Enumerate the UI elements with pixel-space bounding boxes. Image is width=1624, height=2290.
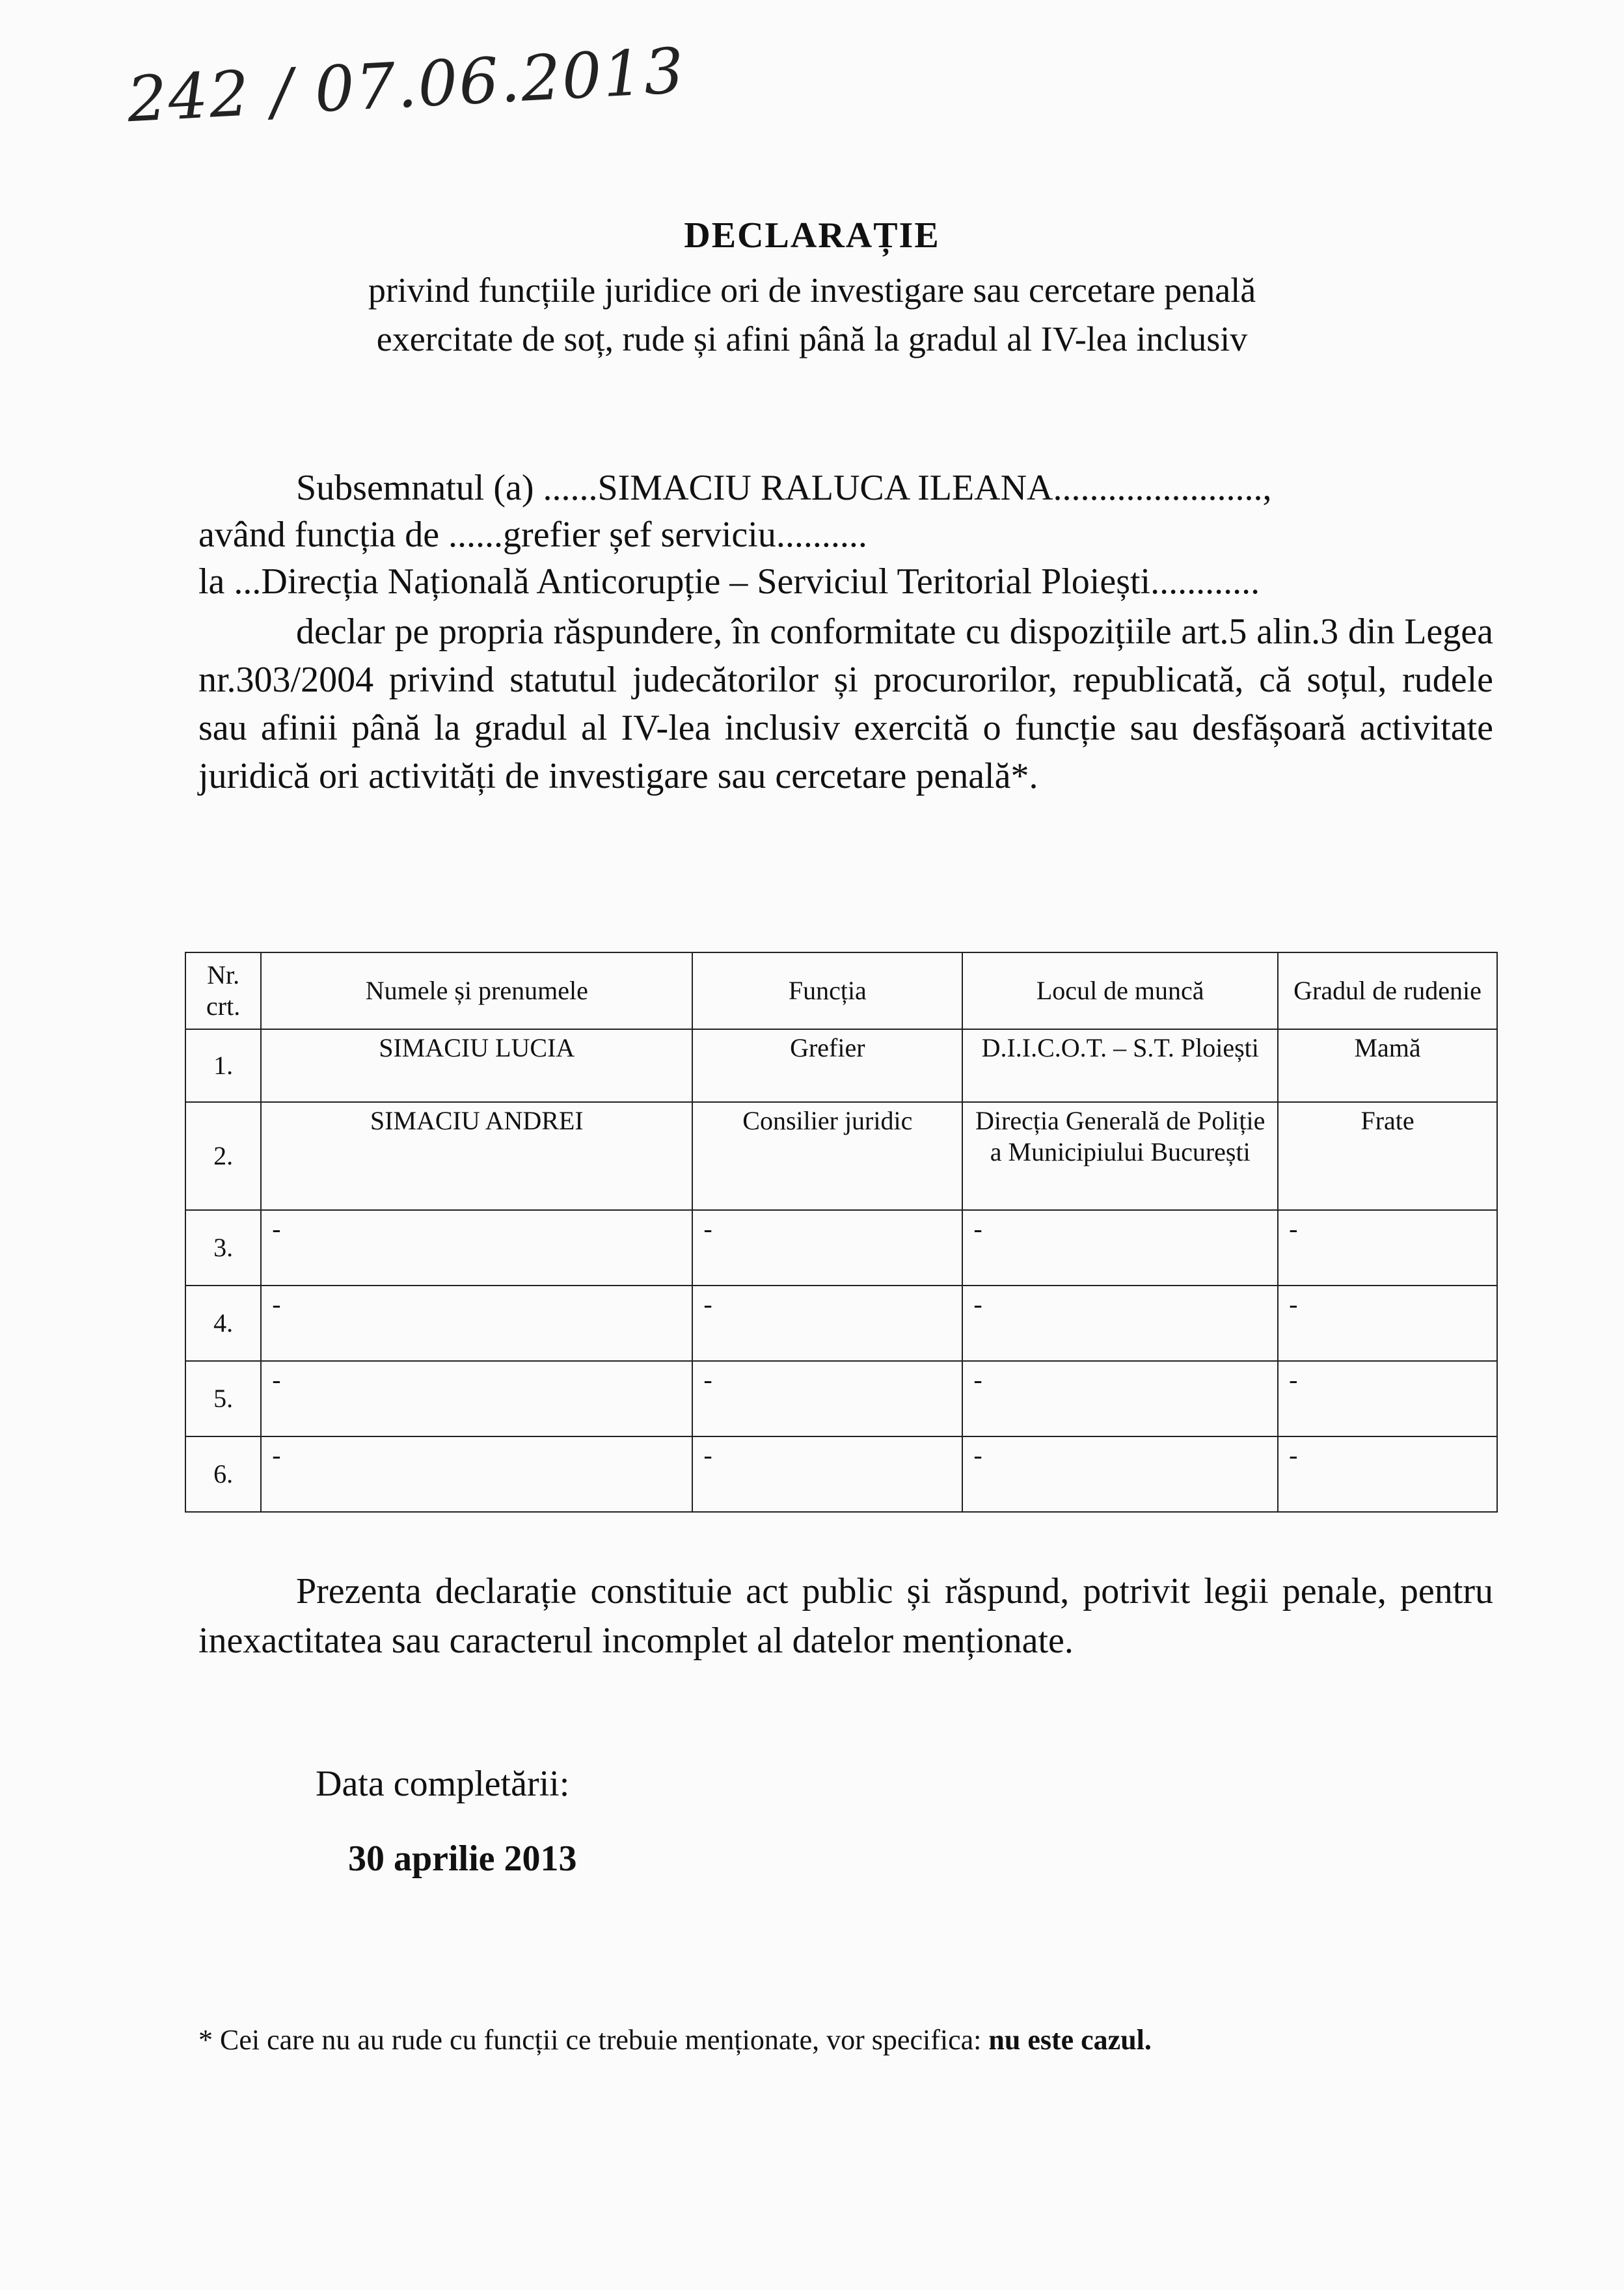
footnote [198, 2023, 1152, 2056]
row-nr: 1. [185, 1029, 261, 1102]
document-title: DECLARAȚIE [684, 215, 940, 256]
registration-number-handwritten: 242 / 07.06.2013 [125, 34, 687, 137]
row-degree: - [1278, 1286, 1497, 1361]
statement-paragraph [198, 608, 1493, 800]
row-function: - [692, 1210, 962, 1286]
row-workplace: - [962, 1286, 1278, 1361]
table-row [185, 1361, 1497, 1436]
statement-text: declar pe propria răspundere, în conformitate cu dispozițiile art.5 alin.3 din Legea nr.303/2004 privind statutul judecătorilor și procurorilor, republicată, că soțul, rudele sau afinii până la gradul al IV-lea inclusiv exercită o funcție sau desfășoară activitate juridică ori activități de investigare sau cercetare penală*. [198, 612, 1493, 796]
row-name: - [261, 1436, 692, 1512]
row-degree: - [1278, 1436, 1497, 1512]
row-name: SIMACIU ANDREI [261, 1102, 692, 1210]
header-workplace: Locul de muncă [962, 952, 1278, 1029]
row-function: - [692, 1286, 962, 1361]
row-name: - [261, 1210, 692, 1286]
declarant-name-line: Subsemnatul (a) ......SIMACIU RALUCA ILEANA......................., [296, 468, 1272, 508]
table-header-row [185, 952, 1497, 1029]
row-function: - [692, 1361, 962, 1436]
table-row [185, 1286, 1497, 1361]
declarant-workplace-line: la ...Direcția Națională Anticorupție – Serviciul Teritorial Ploiești............ [198, 561, 1260, 602]
public-act-text: Prezenta declarație constituie act public și răspund, potrivit legii penale, pentru inexactitatea sau caracterul incomplet al datelor menționate. [198, 1571, 1493, 1661]
row-nr: 4. [185, 1286, 261, 1361]
footnote-bold: nu este cazul. [988, 2024, 1152, 2056]
row-workplace: - [962, 1436, 1278, 1512]
row-function: Grefier [692, 1029, 962, 1102]
footnote-text: * Cei care nu au rude cu funcții ce trebuie menționate, vor specifica: [198, 2024, 989, 2056]
public-act-paragraph [198, 1567, 1493, 1665]
row-workplace: - [962, 1210, 1278, 1286]
row-degree: Frate [1278, 1102, 1497, 1210]
document-subtitle-line2: exercitate de soț, rude și afini până la gradul al IV-lea inclusiv [376, 319, 1248, 358]
row-degree: - [1278, 1361, 1497, 1436]
header-degree: Gradul de rudenie [1278, 952, 1497, 1029]
row-name: - [261, 1286, 692, 1361]
row-nr: 5. [185, 1361, 261, 1436]
table-row [185, 1210, 1497, 1286]
row-function: - [692, 1436, 962, 1512]
row-nr: 3. [185, 1210, 261, 1286]
row-function: Consilier juridic [692, 1102, 962, 1210]
row-name: - [261, 1361, 692, 1436]
relatives-table [185, 952, 1498, 1513]
header-name: Numele și prenumele [261, 952, 692, 1029]
row-workplace: D.I.I.C.O.T. – S.T. Ploiești [962, 1029, 1278, 1102]
table-row [185, 1102, 1497, 1210]
row-degree: Mamă [1278, 1029, 1497, 1102]
row-name: SIMACIU LUCIA [261, 1029, 692, 1102]
row-workplace: Direcția Generală de Poliție a Municipiului București [962, 1102, 1278, 1210]
table-row [185, 1436, 1497, 1512]
completion-date-label: Data completării: [316, 1764, 570, 1804]
header-nr: Nr. crt. [185, 952, 261, 1029]
header-function: Funcția [692, 952, 962, 1029]
document-subtitle-line1: privind funcțiile juridice ori de investigare sau cercetare penală [368, 271, 1256, 310]
declarant-function-line: având funcția de ......grefier șef serviciu.......... [198, 515, 867, 555]
row-nr: 2. [185, 1102, 261, 1210]
table-row [185, 1029, 1497, 1102]
row-workplace: - [962, 1361, 1278, 1436]
row-nr: 6. [185, 1436, 261, 1512]
completion-date-value: 30 aprilie 2013 [348, 1839, 577, 1879]
row-degree: - [1278, 1210, 1497, 1286]
